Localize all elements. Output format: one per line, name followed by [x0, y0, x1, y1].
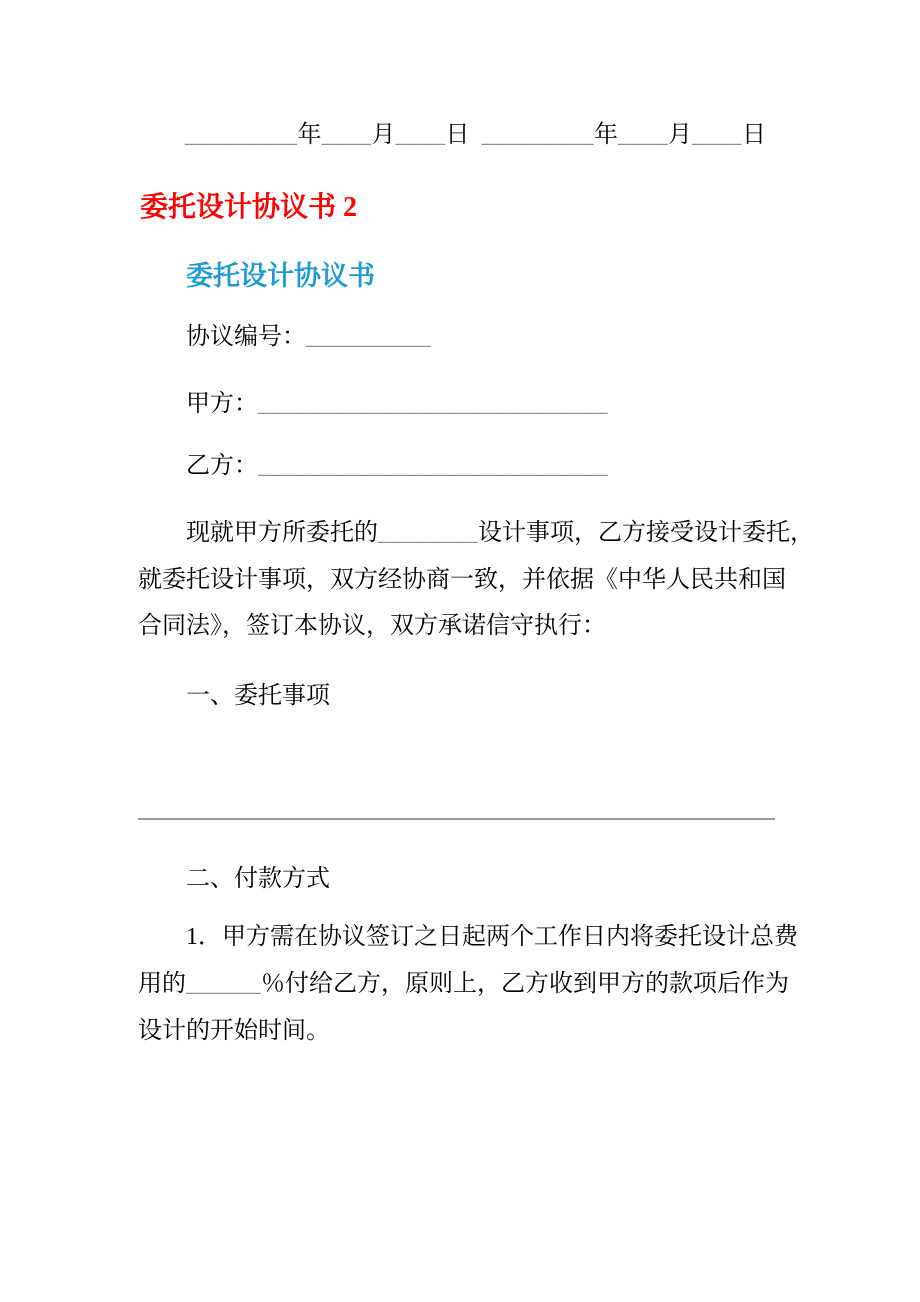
month-label: 月 [668, 122, 692, 148]
percentage-blank: ______ [186, 971, 261, 997]
year-blank: _________ [185, 122, 298, 148]
year-blank: _________ [481, 122, 594, 148]
party-b-field [186, 452, 608, 480]
intro-paragraph-line-1 [186, 519, 814, 547]
intro-text: 现就甲方所委托的 [186, 520, 378, 546]
payment-clause-line-2 [138, 970, 789, 998]
intro-paragraph-line-3: 合同法》，签订本协议，双方承诺信守执行： [138, 613, 606, 639]
section-one-heading: 一、委托事项 [186, 683, 330, 709]
document-title-red: 委托设计协议书 2 [140, 192, 358, 223]
payment-clause-text: 用的 [138, 971, 186, 997]
year-label: 年 [594, 122, 618, 148]
month-blank: ____ [618, 122, 668, 148]
agreement-number-field [186, 323, 431, 351]
year-label: 年 [297, 122, 322, 148]
document-subtitle-blue: 委托设计协议书 [186, 261, 375, 291]
section-two-heading: 二、付款方式 [186, 866, 330, 892]
agreement-number-label: 协议编号： [186, 324, 306, 350]
day-blank: ____ [692, 122, 742, 148]
party-a-field [186, 390, 608, 418]
payment-clause-text: ％付给乙方，原则上，乙方收到甲方的款项后作为 [261, 971, 789, 997]
day-label: 日 [445, 122, 470, 148]
party-a-label: 甲方： [186, 391, 258, 417]
day-label: 日 [742, 122, 766, 148]
intro-text: 设计事项，乙方接受设计委托， [478, 520, 814, 546]
signature-date-line [185, 121, 766, 149]
month-label: 月 [371, 122, 396, 148]
section-divider [138, 818, 775, 820]
party-b-blank: ____________________________ [258, 453, 608, 479]
agreement-number-blank: __________ [306, 324, 431, 350]
month-blank: ____ [321, 122, 372, 148]
design-item-blank: ________ [378, 520, 478, 546]
payment-clause-line-3: 设计的开始时间。 [138, 1018, 330, 1044]
party-a-blank: ____________________________ [258, 391, 608, 417]
party-b-label: 乙方： [186, 453, 258, 479]
intro-paragraph-line-2: 就委托设计事项，双方经协商一致，并依据《中华人民共和国 [138, 567, 786, 593]
day-blank: ____ [395, 122, 446, 148]
payment-clause-line-1: 1．甲方需在协议签订之日起两个工作日内将委托设计总费 [186, 924, 798, 950]
